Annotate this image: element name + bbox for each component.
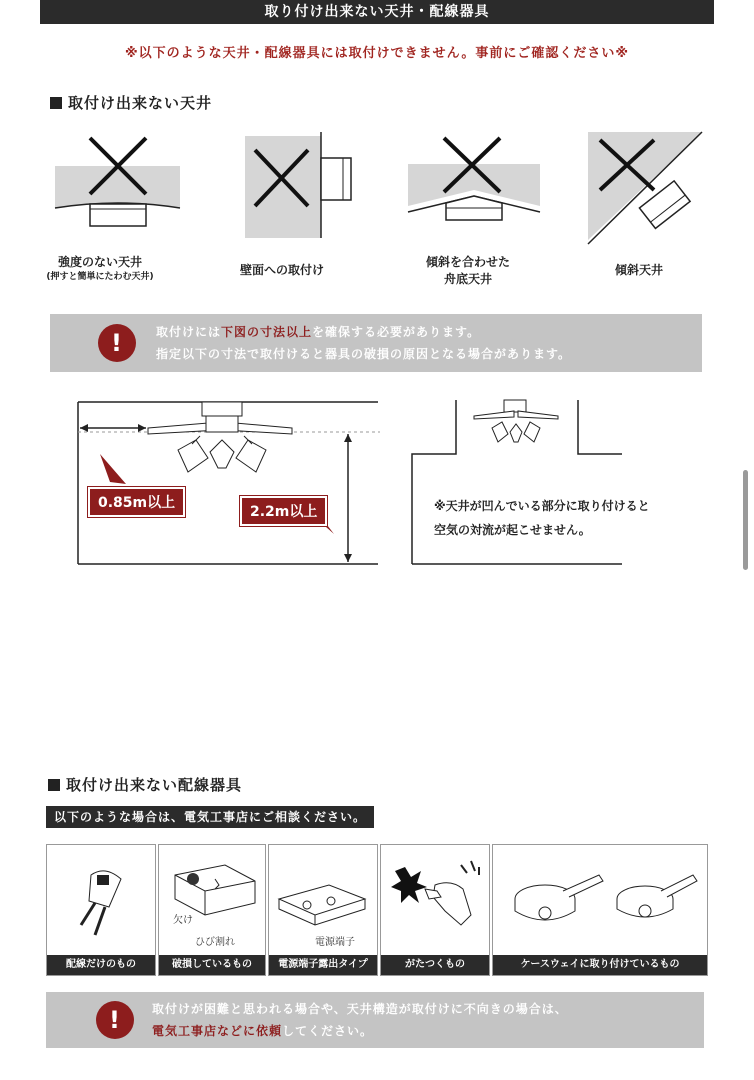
panel-exposed-terminal [268, 844, 378, 976]
plug-illustration [47, 845, 155, 955]
header-title: 取り付け出来ない天井・配線器具 [40, 0, 714, 24]
note-crack: ひび割れ [195, 937, 235, 948]
ceiling-illustrations [40, 128, 720, 248]
panel-label: がたつくもの [381, 955, 489, 975]
caption-wall-mount: 壁面への取付け [239, 263, 324, 277]
ceiling-heading-text: 取付け出来ない天井 [68, 94, 213, 112]
caption-boat-ceiling: 傾斜を合わせた 舟底天井 [425, 255, 510, 286]
sloped-ceiling-illustration [588, 132, 702, 244]
boat-ceiling-illustration [408, 138, 540, 220]
label-height-clearance: 2.2m以上 [240, 496, 327, 526]
notice2-line1: 取付けが困難と思われる場合や、天井構造が取付けに不向きの場合は、 [152, 1002, 568, 1016]
panel-wiring-only [46, 844, 156, 976]
panel-label: ケースウェイに取り付けているもの [493, 955, 707, 975]
notice-dimensions [50, 314, 702, 372]
panel-label: 配線だけのもの [47, 955, 155, 975]
notice2-line2: 電気工事店などに依頼してください。 [152, 1024, 374, 1038]
caseway-illustration [493, 845, 707, 955]
scrollbar-thumb[interactable] [743, 470, 748, 570]
note-chip: 欠け [173, 915, 193, 926]
exclamation-icon: ! [98, 324, 136, 362]
panel-loose [380, 844, 490, 976]
note-terminal: 電源端子 [315, 937, 355, 948]
panel-caseway [492, 844, 708, 976]
wiring-heading-text: 取付け出来ない配線器具 [66, 776, 243, 794]
label-side-clearance: 0.85m以上 [88, 487, 185, 517]
notice-electrician [46, 992, 704, 1048]
caption-sloped-ceiling: 傾斜天井 [614, 263, 663, 277]
caption-weak-ceiling: 強度のない天井 (押すと簡単にたわむ天井) [46, 255, 154, 282]
notice-line2: 指定以下の寸法で取付けると器具の破損の原因となる場合があります。 [156, 347, 572, 361]
warning-text: ※以下のような天井・配線器具には取付けできません。事前にご確認ください※ [124, 46, 630, 61]
square-bullet-icon [50, 97, 62, 109]
ceiling-section-heading [50, 92, 212, 113]
consult-bar: 以下のような場合は、電気工事店にご相談ください。 [46, 806, 374, 828]
ceiling-fan-illustration [148, 402, 292, 472]
panel-label: 破損しているもの [159, 955, 265, 975]
weak-ceiling-illustration [55, 138, 180, 226]
panel-label: 電源端子露出タイプ [269, 955, 377, 975]
exclamation-icon: ! [96, 1001, 134, 1039]
wiring-section-heading [48, 774, 242, 795]
notice-line1: 取付けには下図の寸法以上を確保する必要があります。 [156, 325, 481, 339]
loose-hand-illustration [381, 845, 489, 955]
square-bullet-icon [48, 779, 60, 791]
clearance-diagram [60, 392, 390, 572]
panel-damaged [158, 844, 266, 976]
recessed-note: ※天井が凹んでいる部分に取り付けると 空気の対流が起こせません。 [434, 499, 650, 537]
wall-mount-illustration [245, 132, 351, 238]
